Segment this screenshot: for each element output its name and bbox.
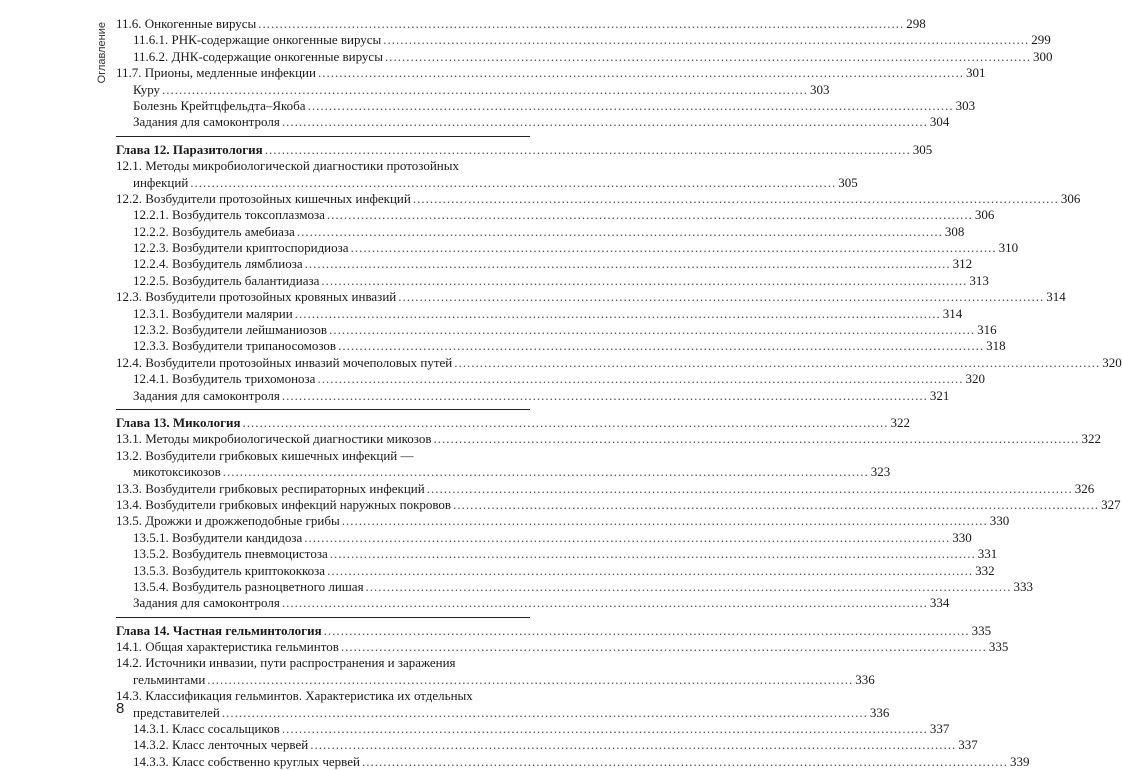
toc-entry bbox=[116, 81, 830, 98]
dot-leader bbox=[265, 142, 911, 158]
toc-entry-title: 13.1. Методы микробиологической диагностики микозов bbox=[116, 431, 432, 447]
toc-entry bbox=[116, 655, 530, 671]
toc-entry-page: 336 bbox=[855, 671, 875, 687]
toc-entry-title: Задания для самоконтроля bbox=[133, 595, 280, 611]
dot-leader bbox=[321, 273, 967, 289]
toc-entry-page: 303 bbox=[810, 81, 830, 97]
toc-entry-page: 300 bbox=[1032, 48, 1053, 64]
dot-leader bbox=[327, 563, 973, 579]
toc-entry-title: 14.3.1. Класс сосальщиков bbox=[133, 721, 280, 737]
dot-leader bbox=[317, 371, 963, 387]
toc-entry-title: 12.2.1. Возбудитель токсоплазмоза bbox=[133, 207, 325, 223]
toc-entry bbox=[116, 16, 926, 32]
dot-leader bbox=[297, 224, 943, 240]
toc-entry-page: 321 bbox=[929, 387, 950, 403]
toc-entry bbox=[116, 256, 973, 272]
toc-entry-title: 12.4.1. Возбудитель трихомоноза bbox=[133, 371, 316, 387]
toc-entry-page: 304 bbox=[929, 114, 950, 130]
toc-entry-title: 14.1. Общая характеристика гельминтов bbox=[116, 639, 339, 655]
toc-entry-title: 13.5. Дрожжи и дрожжеподобные грибы bbox=[116, 513, 340, 529]
toc-entry-page: 339 bbox=[1009, 753, 1030, 769]
dot-leader bbox=[310, 737, 956, 753]
toc-entry bbox=[116, 387, 950, 404]
toc-entry-title: Глава 12. Паразитология bbox=[116, 141, 263, 157]
dot-leader bbox=[295, 306, 941, 322]
dot-leader bbox=[282, 595, 928, 611]
toc-entry-title: 12.3. Возбудители протозойных кровяных инвазий bbox=[116, 289, 397, 305]
toc-entry-page: 314 bbox=[1046, 289, 1066, 305]
dot-leader bbox=[341, 639, 987, 655]
toc-entry bbox=[116, 753, 1030, 770]
toc-entry-page: 326 bbox=[1074, 480, 1095, 496]
dot-leader bbox=[329, 322, 975, 338]
toc-entry-page: 310 bbox=[998, 240, 1019, 256]
dot-leader bbox=[338, 338, 984, 354]
dot-leader bbox=[413, 191, 1059, 207]
toc-chapter-entry bbox=[116, 617, 992, 639]
toc-entry-title: Задания для самоконтроля bbox=[133, 114, 280, 130]
toc-entry-title: 11.6.2. ДНК-содержащие онкогенные вирусы bbox=[133, 48, 383, 64]
dot-leader bbox=[282, 388, 928, 404]
toc-entry-title: 12.2.3. Возбудители криптоспоридиоза bbox=[133, 240, 349, 256]
toc-entry-title: гельминтами bbox=[133, 671, 206, 687]
dot-leader bbox=[362, 754, 1008, 770]
toc-entry-title: Болезнь Крейтцфельдта–Якоба bbox=[133, 97, 306, 113]
dot-leader bbox=[282, 721, 928, 737]
toc-entry-title: Куру bbox=[133, 81, 161, 97]
dot-leader bbox=[162, 82, 808, 98]
toc-entry bbox=[116, 529, 972, 546]
dot-leader bbox=[324, 623, 970, 639]
toc-entry bbox=[116, 240, 1019, 256]
toc-entry-title: 12.3.2. Возбудители лейшманиозов bbox=[133, 322, 328, 338]
toc-entry-page: 335 bbox=[988, 639, 1009, 655]
toc-entry-page: 314 bbox=[942, 305, 963, 321]
toc-entry bbox=[116, 513, 1010, 529]
toc-entry-title: 11.7. Прионы, медленные инфекции bbox=[116, 65, 316, 81]
toc-entry bbox=[116, 272, 989, 289]
toc-entry-title: 13.4. Возбудители грибковых инфекций наружных покровов bbox=[116, 496, 452, 512]
dot-leader bbox=[308, 98, 954, 114]
toc-entry-page: 320 bbox=[1102, 354, 1122, 370]
toc-entry-page: 336 bbox=[869, 704, 890, 720]
toc-entry bbox=[116, 578, 1034, 595]
toc-entry bbox=[116, 448, 530, 464]
toc-entry-title: 14.2. Источники инвазии, пути распространения и заражения bbox=[116, 655, 456, 671]
toc-entry bbox=[116, 223, 965, 240]
toc-entry-title: 13.5.4. Возбудитель разноцветного лишая bbox=[133, 578, 364, 594]
toc-entry-page: 335 bbox=[971, 622, 992, 638]
toc-entry-page: 298 bbox=[906, 16, 926, 31]
toc-chapter-entry bbox=[116, 136, 933, 158]
toc-entry-page: 327 bbox=[1101, 496, 1121, 512]
toc-entry-page: 337 bbox=[929, 721, 950, 737]
toc-entry bbox=[116, 431, 1102, 447]
toc-entry-title: 12.2.5. Возбудитель балантидиаза bbox=[133, 272, 320, 288]
toc-entry bbox=[116, 562, 995, 579]
toc-entry bbox=[116, 546, 998, 562]
toc-entry-title: 12.3.1. Возбудители малярии bbox=[133, 305, 293, 321]
toc-entry bbox=[116, 480, 1095, 497]
toc-entry-page: 334 bbox=[929, 595, 950, 611]
dot-leader bbox=[222, 705, 868, 721]
toc-entry-title: 14.3. Классификация гельминтов. Характеристика их отдельных bbox=[116, 688, 473, 704]
toc-entry-title: Задания для самоконтроля bbox=[133, 387, 280, 403]
toc-entry bbox=[116, 688, 530, 704]
table-of-contents bbox=[116, 16, 1122, 770]
toc-entry-title: 13.3. Возбудители грибковых респираторных инфекций bbox=[116, 480, 425, 496]
toc-entry-title: 13.5.1. Возбудители кандидоза bbox=[133, 529, 303, 545]
toc-entry-page: 305 bbox=[838, 174, 858, 190]
toc-entry-page: 308 bbox=[944, 223, 965, 239]
dot-leader bbox=[398, 289, 1044, 305]
dot-leader bbox=[427, 481, 1073, 497]
dot-leader bbox=[207, 672, 853, 688]
dot-leader bbox=[385, 49, 1031, 65]
toc-entry-title: 13.5.2. Возбудитель пневмоцистоза bbox=[133, 546, 328, 562]
page-number: 8 bbox=[116, 700, 125, 717]
toc-entry bbox=[116, 207, 995, 223]
toc-entry-page: 313 bbox=[969, 272, 989, 288]
toc-entry bbox=[116, 322, 997, 338]
toc-entry-page: 305 bbox=[912, 141, 933, 157]
toc-entry-page: 323 bbox=[870, 464, 891, 480]
toc-entry bbox=[116, 48, 1053, 65]
toc-entry-page: 337 bbox=[958, 737, 978, 753]
toc-entry bbox=[116, 338, 1006, 354]
toc-entry-page: 312 bbox=[952, 256, 973, 272]
toc-entry bbox=[116, 354, 1122, 371]
toc-entry-page: 306 bbox=[1060, 190, 1081, 206]
toc-entry bbox=[116, 32, 1051, 48]
toc-entry-title: 11.6. Онкогенные вирусы bbox=[116, 16, 257, 31]
toc-entry-page: 318 bbox=[986, 338, 1006, 354]
dot-leader bbox=[318, 65, 964, 81]
toc-entry-title: 14.3.3. Класс собственно круглых червей bbox=[133, 753, 360, 769]
toc-entry-page: 330 bbox=[952, 529, 972, 545]
toc-entry bbox=[116, 595, 950, 611]
toc-entry bbox=[116, 305, 963, 322]
dot-leader bbox=[342, 513, 988, 529]
toc-entry bbox=[116, 158, 530, 174]
toc-entry-page: 303 bbox=[955, 97, 976, 113]
dot-leader bbox=[351, 240, 997, 256]
toc-entry-title: 14.3.2. Класс ленточных червей bbox=[133, 737, 309, 753]
toc-entry bbox=[116, 737, 978, 753]
toc-entry-title: представителей bbox=[133, 704, 220, 720]
toc-entry bbox=[116, 371, 985, 387]
dot-leader bbox=[223, 464, 869, 480]
dot-leader bbox=[366, 579, 1012, 595]
toc-entry-title: Глава 14. Частная гельминтология bbox=[116, 622, 322, 638]
toc-entry bbox=[116, 289, 1066, 305]
toc-entry bbox=[116, 190, 1081, 207]
running-head-label: Оглавление bbox=[96, 22, 108, 84]
dot-leader bbox=[327, 207, 973, 223]
toc-entry-title: 12.4. Возбудители протозойных инвазий мочеполовых путей bbox=[116, 354, 453, 370]
toc-entry bbox=[116, 65, 986, 81]
toc-entry bbox=[116, 174, 858, 191]
toc-entry-page: 299 bbox=[1031, 32, 1051, 48]
dot-leader bbox=[383, 32, 1029, 48]
dot-leader bbox=[454, 355, 1100, 371]
dot-leader bbox=[258, 16, 904, 32]
toc-entry-title: 13.5.3. Возбудитель криптококкоза bbox=[133, 562, 326, 578]
toc-entry-page: 332 bbox=[975, 562, 995, 578]
toc-entry-page: 330 bbox=[989, 513, 1010, 529]
toc-chapter-entry bbox=[116, 409, 910, 431]
dot-leader bbox=[243, 415, 889, 431]
toc-entry-page: 316 bbox=[977, 322, 997, 338]
toc-entry-title: 13.2. Возбудители грибковых кишечных инфекций — bbox=[116, 447, 414, 463]
dot-leader bbox=[330, 546, 976, 562]
dot-leader bbox=[190, 175, 836, 191]
toc-entry-title: 12.2.2. Возбудитель амебиаза bbox=[133, 223, 295, 239]
toc-entry bbox=[116, 114, 950, 130]
toc-entry bbox=[116, 671, 875, 688]
toc-entry-title: Глава 13. Микология bbox=[116, 414, 241, 430]
toc-entry-title: 12.2. Возбудители протозойных кишечных инфекций bbox=[116, 190, 411, 206]
dot-leader bbox=[305, 256, 951, 272]
toc-entry bbox=[116, 721, 950, 737]
dot-leader bbox=[453, 497, 1099, 513]
toc-entry bbox=[116, 97, 976, 114]
toc-entry-page: 301 bbox=[965, 65, 986, 81]
toc-entry-title: 11.6.1. РНК-содержащие онкогенные вирусы bbox=[133, 32, 382, 48]
toc-entry-title: 12.1. Методы микробиологической диагностики протозойных bbox=[116, 158, 459, 174]
toc-entry bbox=[116, 704, 890, 721]
dot-leader bbox=[434, 431, 1080, 447]
toc-entry-title: 12.2.4. Возбудитель лямблиоза bbox=[133, 256, 303, 272]
toc-entry bbox=[116, 496, 1121, 513]
toc-entry-title: 12.3.3. Возбудители трипаносомозов bbox=[133, 338, 337, 354]
toc-entry-page: 322 bbox=[890, 414, 910, 430]
toc-entry bbox=[116, 464, 891, 480]
toc-entry bbox=[116, 639, 1009, 655]
toc-entry-page: 333 bbox=[1013, 578, 1034, 594]
dot-leader bbox=[282, 114, 928, 130]
dot-leader bbox=[304, 530, 950, 546]
toc-entry-title: микотоксикозов bbox=[133, 464, 221, 480]
toc-entry-title: инфекций bbox=[133, 174, 189, 190]
toc-entry-page: 320 bbox=[965, 371, 985, 387]
toc-entry-page: 322 bbox=[1081, 431, 1102, 447]
toc-entry-page: 306 bbox=[974, 207, 995, 223]
toc-entry-page: 331 bbox=[977, 546, 998, 562]
